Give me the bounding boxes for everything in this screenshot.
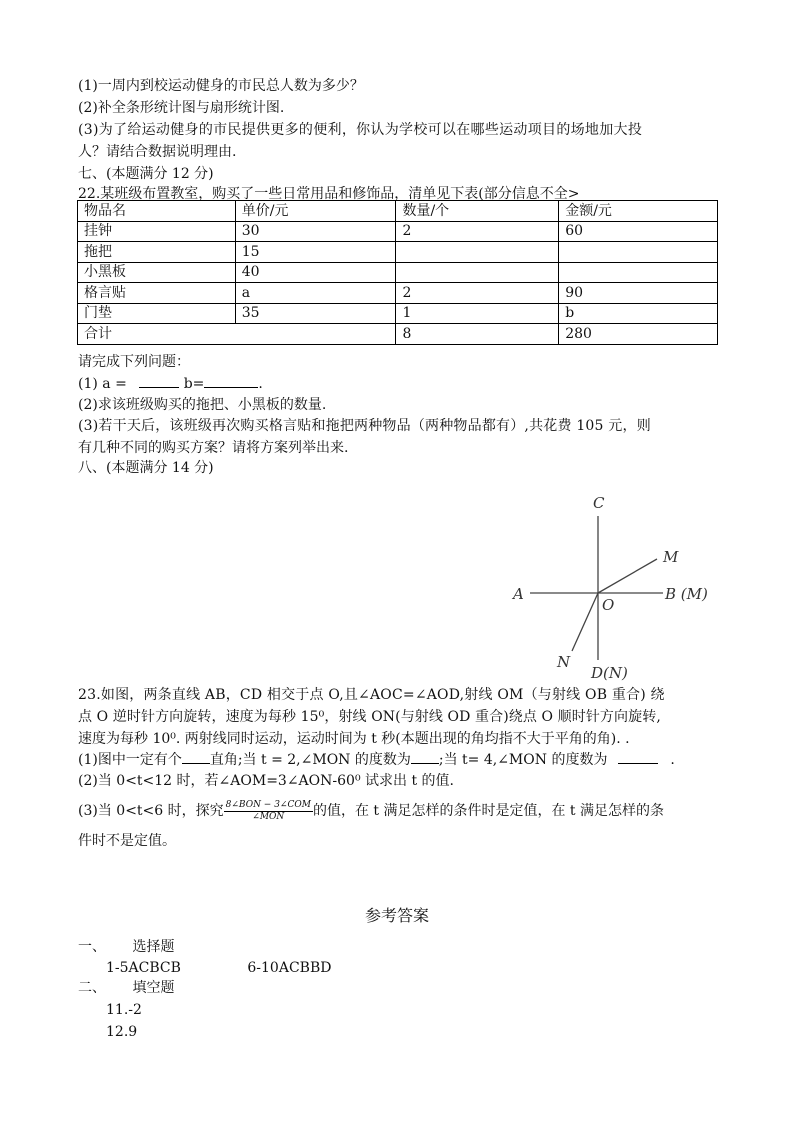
q22-a-label: (1) a = xyxy=(78,376,127,392)
q22-b-label: b= xyxy=(183,376,205,392)
section-7-heading: 七、(本题满分 12 分) xyxy=(78,166,214,182)
question-part-3: (3)为了给运动健身的市民提供更多的便利，你认为学校可以在哪些运动项目的场地加大投 xyxy=(78,122,643,138)
table-cell: b xyxy=(559,303,718,324)
label-m: M xyxy=(663,548,679,566)
total-qty: 8 xyxy=(396,324,559,345)
table-cell: 门垫 xyxy=(78,303,236,324)
total-amount: 280 xyxy=(559,324,718,345)
answer-blank-right-angles[interactable] xyxy=(182,751,210,764)
table-header: 金额/元 xyxy=(559,201,718,222)
section-2-name: 填空题 xyxy=(132,980,175,996)
label-d: D(N) xyxy=(591,664,628,682)
table-cell: 挂钟 xyxy=(78,221,236,242)
table-row xyxy=(78,283,718,304)
section-8-heading: 八、(本题满分 14 分) xyxy=(78,460,214,476)
label-a: A xyxy=(513,585,524,603)
geometry-figure xyxy=(505,488,725,688)
label-c: C xyxy=(593,494,605,512)
q23-p3-text-a: (3)当 0<t<6 时，探究 xyxy=(78,803,224,819)
ray-om xyxy=(598,559,657,593)
table-header: 数量/个 xyxy=(396,201,559,222)
q23-part-1 xyxy=(78,750,675,770)
table-cell: a xyxy=(235,283,396,304)
q23-p3-text-b: 的值，在 t 满足怎样的条件时是定值，在 t 满足怎样的条 xyxy=(312,803,665,819)
answer-blank-mon-t2[interactable] xyxy=(411,751,439,764)
table-cell: 2 xyxy=(396,283,559,304)
q22-p1-end: . xyxy=(258,376,263,392)
q23-part-3-cont: 件时不是定值。 xyxy=(78,833,176,849)
table-cell xyxy=(396,262,559,283)
q23-part-2: (2)当 0<t<12 时，若∠AOM=3∠AON-60⁰ 试求出 t 的值. xyxy=(78,773,454,789)
table-cell: 15 xyxy=(235,242,396,263)
table-row xyxy=(78,262,718,283)
answers-section-1 xyxy=(78,937,174,957)
answer-blank-mon-t4[interactable] xyxy=(618,751,658,764)
table-cell: 35 xyxy=(235,303,396,324)
table-header: 物品名 xyxy=(78,201,236,222)
goods-table xyxy=(77,200,718,345)
q23-p1-text-b: 直角;当 t = 2,∠MON 的度数为 xyxy=(209,752,411,768)
label-o: O xyxy=(602,596,615,614)
table-cell: 60 xyxy=(559,221,718,242)
choice-answers-1-5: 1-5ACBCB xyxy=(106,960,181,976)
answers-section-2 xyxy=(78,978,174,998)
label-b: B (M) xyxy=(665,585,708,603)
table-header: 单价/元 xyxy=(235,201,396,222)
section-1-number: 一、 xyxy=(78,939,106,955)
q22-part-3: (3)若干天后，该班级再次购买格言贴和拖把两种物品（两种物品都有）,共花费 105 元，则 xyxy=(78,418,651,434)
question-part-3-cont: 人？请结合数据说明理由. xyxy=(78,144,237,160)
table-total-row xyxy=(78,324,718,345)
table-cell: 格言贴 xyxy=(78,283,236,304)
question-part-2: (2)补全条形统计图与扇形统计图. xyxy=(78,100,285,116)
q22-part-1 xyxy=(78,374,263,394)
table-cell: 拖把 xyxy=(78,242,236,263)
answer-blank-a[interactable] xyxy=(139,375,179,388)
answers-title: 参考答案 xyxy=(364,906,429,925)
table-cell xyxy=(559,262,718,283)
table-cell xyxy=(559,242,718,263)
question-part-1: (1)一周内到校运动健身的市民总人数为多少？ xyxy=(78,78,364,94)
ray-on xyxy=(572,593,598,651)
table-cell: 小黑板 xyxy=(78,262,236,283)
table-cell: 2 xyxy=(396,221,559,242)
q22-part-2: (2)求该班级购买的拖把、小黑板的数量. xyxy=(78,397,327,413)
table-cell: 40 xyxy=(235,262,396,283)
fraction-numerator: 8∠BON − 3∠COM xyxy=(225,799,311,810)
table-cell: 1 xyxy=(396,303,559,324)
section-2-number: 二、 xyxy=(78,980,106,996)
q22-prompt: 请完成下列问题： xyxy=(78,354,190,370)
question-22-intro: 22.某班级布置教室，购买了一些日常用品和修饰品，清单见下表(部分信息不全> xyxy=(78,186,580,202)
expression-fraction xyxy=(224,800,313,823)
q22-part-3-cont: 有几种不同的购买方案？请将方案列举出来. xyxy=(78,440,349,456)
table-header-row xyxy=(78,201,718,222)
q23-p1-text-c: ;当 t= 4,∠MON 的度数为 xyxy=(438,752,608,768)
q23-line-2: 点 O 逆时针方向旋转，速度为每秒 15⁰，射线 ON(与射线 OD 重合)绕点 O 顺时针方向旋转, xyxy=(78,709,661,725)
table-cell: 30 xyxy=(235,221,396,242)
answers-choice xyxy=(106,958,331,978)
table-row xyxy=(78,303,718,324)
q23-line-3: 速度为每秒 10⁰. 两射线同时运动，运动时间为 t 秒(本题出现的角均指不大于平角的角). . xyxy=(78,731,630,747)
label-n: N xyxy=(557,653,571,671)
section-1-name: 选择题 xyxy=(132,939,175,955)
total-label: 合计 xyxy=(78,324,396,345)
answer-blank-b[interactable] xyxy=(204,375,258,388)
answer-11: 11.-2 xyxy=(106,1002,142,1018)
q23-p1-text-d: . xyxy=(670,752,675,768)
q23-line-1: 23.如图，两条直线 AB，CD 相交于点 O,且∠AOC=∠AOD,射线 OM（与射线 OB 重合) 绕 xyxy=(78,687,665,703)
answer-12: 12.9 xyxy=(106,1024,138,1040)
table-row xyxy=(78,221,718,242)
choice-answers-6-10: 6-10ACBBD xyxy=(247,960,332,976)
q23-p1-text-a: (1)图中一定有个 xyxy=(78,752,182,768)
table-cell xyxy=(396,242,559,263)
table-row xyxy=(78,242,718,263)
table-cell: 90 xyxy=(559,283,718,304)
q23-part-3 xyxy=(78,798,664,824)
fraction-denominator: ∠MON xyxy=(252,811,285,822)
